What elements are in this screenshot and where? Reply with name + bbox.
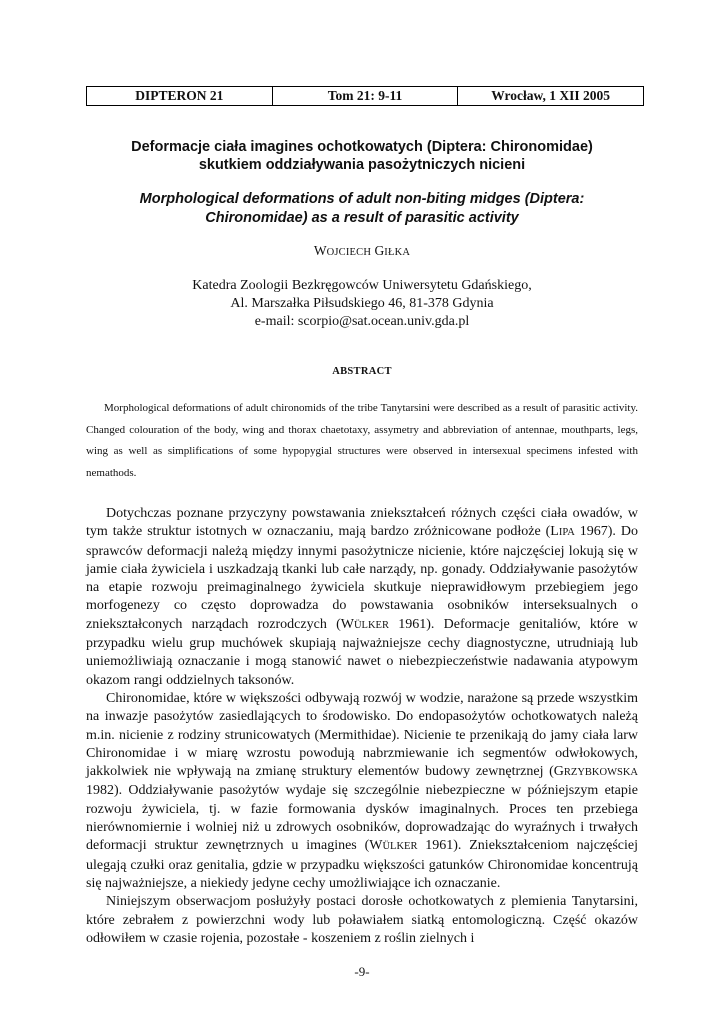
body-p2-part-b: 1982). Oddziaływanie pasożytów wydaje się szczególnie niebezpieczne w późniejszym etapie rozwoju żywiciela, tj. w fazie formowania dysków imaginalnych. Proces ten przebiega nierównomiernie i wolniej niż u zdrowych osobników, doprowadzając do wyraźnych i trwałych deformacji struktur zewnętrznych u imagines (W bbox=[86, 783, 638, 854]
body-text bbox=[86, 505, 638, 948]
affiliation-line2: Al. Marszałka Piłsudskiego 46, 81-378 Gdynia bbox=[230, 296, 494, 311]
body-p1-part-c: 1961). Deformacje genitaliów, które w przypadku wielu grup muchówek skupiają najważniejsze cechy diagnostyczne, utrudniają lub uniemożliwiają oznaczanie i mogą stanowić nawet o niebezpieczeństwie nadawania atypowym okazom rangi oddzielnych taksonów. bbox=[86, 616, 639, 688]
body-p2-part-a: Chironomidae, które w większości odbywają rozwój w wodzie, narażone są przede wszystkim na inwazje pasożytów zasiedlających to środowisko. Do endopasożytów ochotkowatych należą m.in. nicienie z rodziny strunicowatych (Mermithidae). Nicienie te przenikają do jamy ciała larw Chironomidae i w miarę wzrostu powodują nabrzmiewanie ich segmentów odwłokowych, jakkolwiek nie wpływają na zmianę struktury elementów budowy zewnętrznej (G bbox=[86, 690, 638, 780]
affiliation-line1: Katedra Zoologii Bezkręgowców Uniwersytetu Gdańskiego, bbox=[192, 278, 532, 293]
body-paragraph-2 bbox=[86, 690, 638, 893]
author-last-rest: IŁKA bbox=[384, 247, 411, 258]
author-last-initial: G bbox=[374, 243, 385, 258]
volume-pages: Tom 21: 9-11 bbox=[273, 87, 459, 105]
title-polish bbox=[60, 138, 664, 174]
affiliation bbox=[0, 277, 724, 331]
body-p2-part-c: 1961). Zniekształceniom najczęściej ulegają czułki oraz genitalia, gdzie w przypadku większości gatunków Chironomidae koncentrują się najważniejsze, a niekiedy jedyne cechy umożliwiające ich oznaczanie. bbox=[86, 838, 638, 891]
journal-name: DIPTERON 21 bbox=[87, 87, 273, 105]
title-polish-line2: skutkiem oddziaływania pasożytniczych nicieni bbox=[198, 157, 526, 173]
journal-header-table bbox=[86, 86, 644, 106]
affiliation-email: e-mail: scorpio@sat.ocean.univ.gda.pl bbox=[254, 314, 470, 329]
title-english bbox=[100, 190, 624, 228]
body-p1-part-a: Dotychczas poznane przyczyny powstawania zniekształceń różnych części ciała owadów, w tym także struktur istotnych w oznaczaniu, mają bardzo zróżnicowane podłoże (L bbox=[86, 506, 638, 540]
citation-grzybkowska: RZYBKOWSKA bbox=[563, 767, 638, 779]
title-polish-line1: Deformacje ciała imagines ochotkowatych (Diptera: Chironomidae) bbox=[131, 139, 593, 155]
title-english-line2: Chironomidae) as a result of parasitic activity bbox=[205, 210, 519, 226]
author-first-rest: OJCIECH bbox=[326, 247, 372, 258]
abstract-text: Morphological deformations of adult chironomids of the tribe Tanytarsini were described as a result of parasitic activity. Changed colouration of the body, wing and thorax chaetotaxy, assymetry and abbreviation of antennae, mouthparts, legs, wing as well as simplifications of some hypopygial structures were observed in intersexual specimens infested with nemathods. bbox=[86, 402, 638, 479]
page-number: -9- bbox=[354, 964, 370, 979]
citation-lipa: IPA bbox=[558, 527, 575, 539]
body-paragraph-1 bbox=[86, 505, 638, 690]
body-paragraph-3: Niniejszym obserwacjom posłużyły postaci dorosłe ochotkowatych z plemienia Tanytarsini, które zebrałem z powierzchni wody lub poławiałem siatką entomologiczną. Część okazów odłowiłem w czasie rojenia, pozostałe - koszeniem z roślin zielnych i bbox=[86, 894, 638, 946]
place-date: Wrocław, 1 XII 2005 bbox=[491, 88, 611, 103]
title-english-line1: Morphological deformations of adult non-biting midges (Diptera: bbox=[139, 191, 585, 207]
abstract-heading: ABSTRACT bbox=[332, 366, 392, 377]
citation-wulker-2: ÜLKER bbox=[382, 841, 418, 853]
body-p1-part-b: 1967). Do sprawców deformacji należą między innymi pasożytnicze nicienie, które najczęściej lokują się w jamie ciała żywiciela i uszkadzają tkanki lub całe narządy, np. gonady. Oddziaływanie pasożytów na etapie rozwoju preimaginalnego żywiciela skutkuje nieprawidłowym przebiegiem jego morfogenezy co często doprowadza do powstawania osobników interseksualnych o zniekształconych narządach rozrodczych (W bbox=[86, 524, 638, 632]
author-first-initial: W bbox=[313, 243, 327, 258]
citation-wulker: ÜLKER bbox=[353, 619, 389, 631]
author-name bbox=[0, 243, 724, 261]
